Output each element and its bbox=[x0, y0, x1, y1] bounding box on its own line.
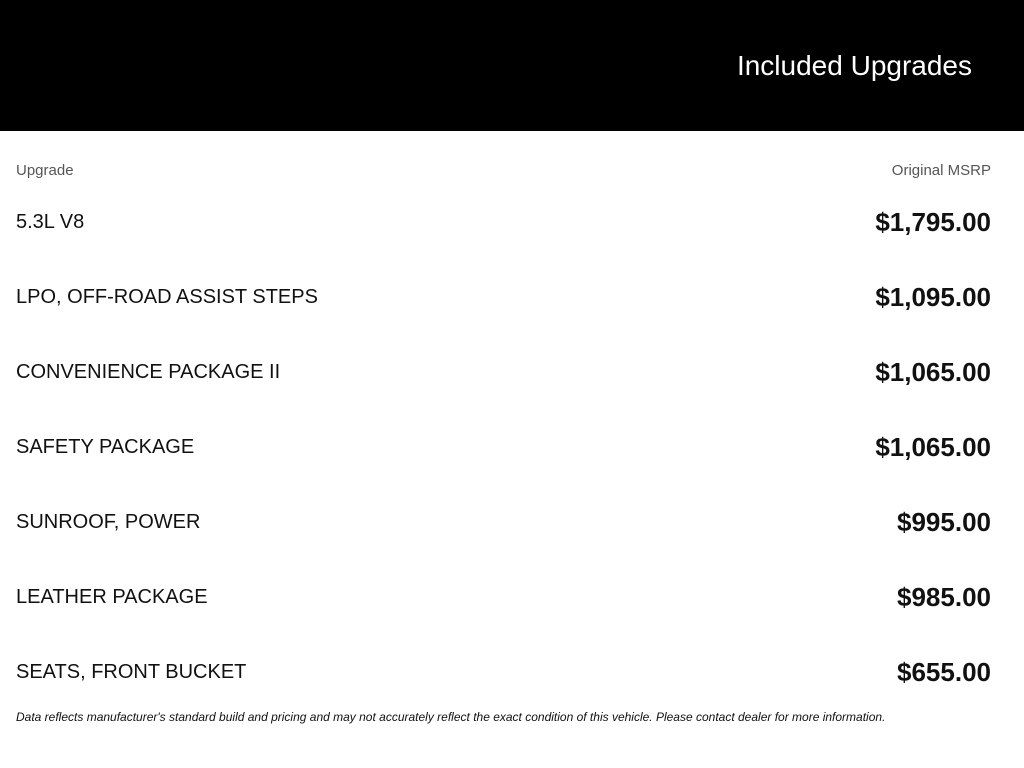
column-header-upgrade: Upgrade bbox=[16, 161, 74, 179]
upgrade-row bbox=[16, 335, 991, 410]
upgrade-row bbox=[16, 560, 991, 635]
upgrade-row bbox=[16, 260, 991, 335]
upgrade-row bbox=[16, 635, 991, 710]
upgrade-price: $1,065.00 bbox=[875, 357, 991, 387]
upgrade-price: $655.00 bbox=[897, 657, 991, 687]
upgrade-name: SEATS, FRONT BUCKET bbox=[16, 661, 247, 683]
upgrade-price: $985.00 bbox=[897, 582, 991, 612]
upgrade-name: LPO, OFF-ROAD ASSIST STEPS bbox=[16, 286, 318, 308]
column-header-msrp: Original MSRP bbox=[891, 161, 991, 179]
upgrade-name: SAFETY PACKAGE bbox=[16, 436, 195, 458]
upgrade-name: CONVENIENCE PACKAGE II bbox=[16, 361, 281, 383]
upgrade-price: $1,795.00 bbox=[875, 207, 991, 237]
page-title: Included Upgrades bbox=[736, 50, 972, 81]
upgrade-price: $1,065.00 bbox=[875, 432, 991, 462]
upgrade-name: 5.3L V8 bbox=[16, 211, 85, 233]
upgrade-row bbox=[16, 485, 991, 560]
disclaimer-text: Data reflects manufacturer's standard build and pricing and may not accurately reflect the exact condition of this vehicle. Please contact dealer for more information. bbox=[16, 710, 886, 724]
upgrade-row bbox=[16, 185, 991, 260]
upgrades-list bbox=[16, 185, 991, 710]
upgrade-price: $995.00 bbox=[897, 507, 991, 537]
column-headers bbox=[16, 160, 991, 180]
upgrade-row bbox=[16, 410, 991, 485]
upgrade-name: LEATHER PACKAGE bbox=[16, 586, 208, 608]
upgrade-name: SUNROOF, POWER bbox=[16, 511, 201, 533]
header-bar bbox=[0, 0, 1024, 131]
upgrade-price: $1,095.00 bbox=[875, 282, 991, 312]
